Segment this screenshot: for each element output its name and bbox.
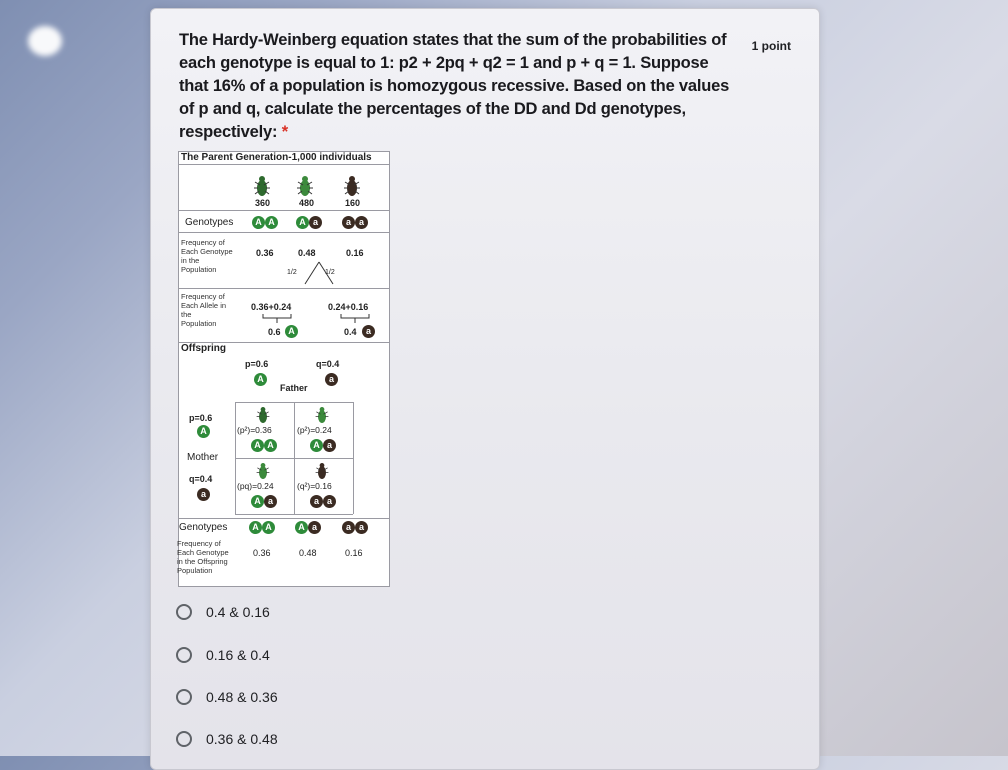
allele-A: A [285,325,298,338]
figure-header: The Parent Generation-1,000 individuals [179,152,389,165]
allele-a: a [325,373,338,386]
screen-glare [28,26,62,56]
offspring-genotypes-label: Genotypes [179,522,228,533]
allele-A: A [251,439,264,452]
allele-A: A [197,425,210,438]
beetle-icon [255,405,271,425]
allele-A: A [254,373,267,386]
genotype-frequency-label: Frequency of Each Genotype in the Population [181,238,233,274]
hardy-weinberg-figure [178,151,390,587]
father-label: Father [280,383,308,393]
genotypes-label: Genotypes [185,217,234,228]
radio-button[interactable] [176,604,192,620]
father-q: q=0.4 [316,359,340,369]
allele-a: a [342,521,355,534]
cell-Aa-top: (p²)=0.24 [297,425,332,435]
allele-a: a [355,216,368,229]
allele-A: A [264,439,277,452]
allele-a: a [310,495,323,508]
allele-sum-q: 0.24+0.16 [328,302,369,312]
allele-a: a [309,216,322,229]
option-label[interactable]: 0.16 & 0.4 [206,647,270,663]
option-label[interactable]: 0.36 & 0.48 [206,731,278,747]
sum-brackets [261,312,381,324]
beetle-icon [314,461,330,481]
mother-q: q=0.4 [189,474,213,484]
offspring-label: Offspring [181,343,226,354]
half-left: 1/2 [287,269,297,276]
required-asterisk: * [281,123,288,141]
cell-aa: (q²)=0.16 [297,481,332,491]
allele-a: a [355,521,368,534]
beetle-icon [295,174,315,198]
half-right: 1/2 [325,269,335,276]
allele-A: A [310,439,323,452]
beetle-icon [314,405,330,425]
mother-label: Mother [187,452,219,463]
option-label[interactable]: 0.48 & 0.36 [206,689,278,705]
cell-AA: (p²)=0.36 [237,425,272,435]
offspring-freq-dominant: 0.36 [253,548,271,558]
allele-a: a [323,495,336,508]
allele-sum-p: 0.36+0.24 [251,302,292,312]
beetle-icon [342,174,362,198]
allele-a: a [197,488,210,501]
option-label[interactable]: 0.4 & 0.16 [206,604,270,620]
allele-a: a [362,325,375,338]
allele-A: A [251,495,264,508]
offspring-freq-recessive: 0.16 [345,548,363,558]
allele-a: a [308,521,321,534]
cell-Aa-bottom: (pq)=0.24 [237,481,274,491]
freq-recessive: 0.16 [346,248,364,258]
allele-frequency-label: Frequency of Each Allele in the Population [181,292,227,328]
question-body: The Hardy-Weinberg equation states that the sum of the probabilities of each genotype is equal to 1: p2 + 2pq + q2 = 1 and p + q = 1. Suppose that 16% of a population is homozygous recessive. Based on the values of p and q, calculate the percentages of the DD and Dd genotypes, respectively: [179,31,730,141]
count-aa-dominant: 360 [255,198,271,208]
allele-a: a [342,216,355,229]
allele-p-value: 0.6 [268,327,281,337]
freq-heterozygous: 0.48 [298,248,316,258]
radio-button[interactable] [176,647,192,663]
radio-button[interactable] [176,689,192,705]
allele-A: A [252,216,265,229]
allele-A: A [249,521,262,534]
offspring-freq-heterozygous: 0.48 [299,548,317,558]
beetle-icon [255,461,271,481]
allele-a: a [264,495,277,508]
radio-button[interactable] [176,731,192,747]
mother-p: p=0.6 [189,413,213,423]
question-text [179,29,739,144]
allele-A: A [295,521,308,534]
offspring-frequency-label: Frequency of Each Genotype in the Offspring Population [177,539,229,575]
allele-A: A [296,216,309,229]
allele-A: A [262,521,275,534]
beetle-icon [252,174,272,198]
father-p: p=0.6 [245,359,269,369]
allele-A: A [265,216,278,229]
question-card [150,8,820,770]
points-label: 1 point [751,39,791,53]
allele-q-value: 0.4 [344,327,357,337]
freq-dominant: 0.36 [256,248,274,258]
allele-a: a [323,439,336,452]
count-aa-recessive: 160 [345,198,361,208]
count-heterozygous: 480 [299,198,315,208]
